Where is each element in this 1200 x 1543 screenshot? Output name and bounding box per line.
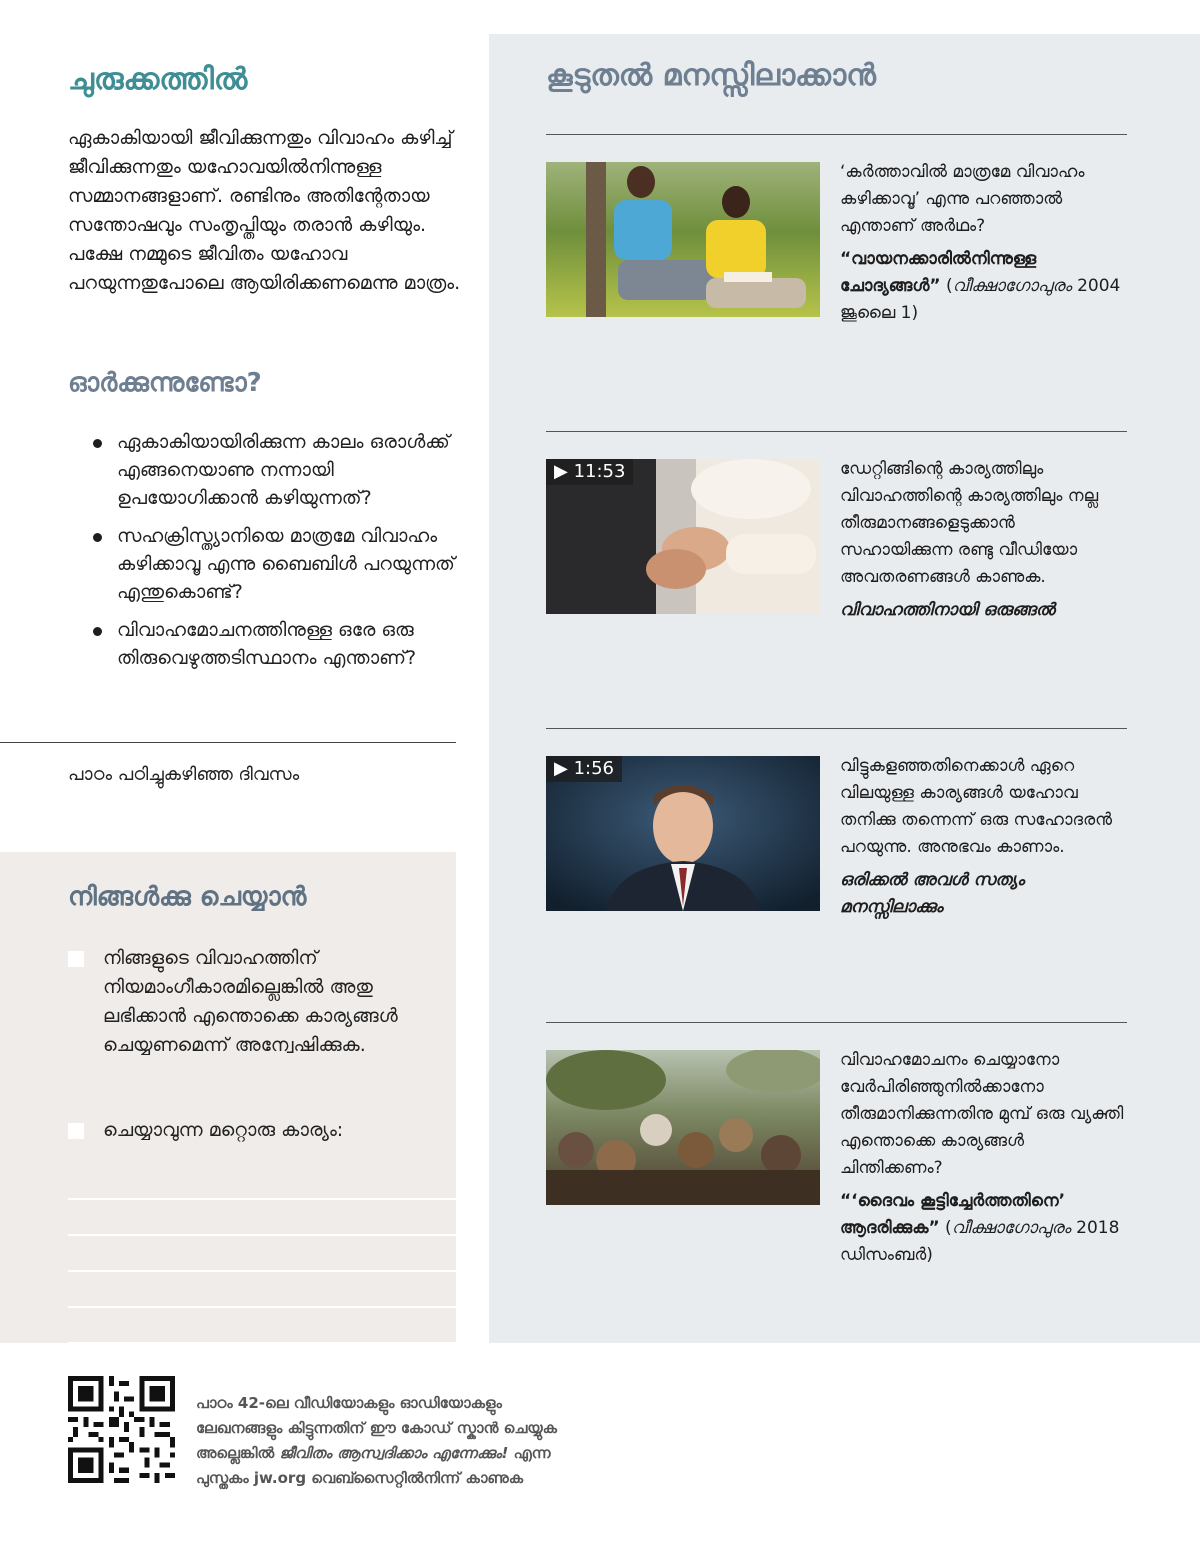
holding-hands-video[interactable] [546,459,820,614]
remember-title: ഓർക്കുന്നുണ്ടോ? [68,368,262,398]
couple-reading-image[interactable] [546,162,820,317]
entry-text [840,753,1130,921]
todo-item-label: നിങ്ങളുടെ വിവാഹത്തിന് നിയമാംഗീകാരമില്ലെങ്കിൽ അതു ലഭിക്കാൻ എന്തൊക്കെ കാര്യങ്ങൾ ചെയ്യണമെന്ന് അന്വേഷിക്കുക. [103,947,398,1056]
brother-portrait-video[interactable] [546,756,820,911]
play-icon: ▶ [554,758,574,779]
jesus-teaching-crowd-image[interactable] [546,1050,820,1205]
ref-title[interactable]: “വായനക്കാരിൽനിന്നുള്ള ചോദ്യങ്ങൾ” [840,249,1037,296]
remember-item: ഏകാകിയായിരിക്കുന്ന കാലം ഒരാൾക്ക് എങ്ങനെയാണു നന്നായി ഉപയോഗിക്കാൻ കഴിയുന്നത്? [93,428,463,512]
remember-item: സഹക്രിസ്ത്യാനിയെ മാത്രമേ വിവാഹം കഴിക്കാവൂ എന്നു ബൈബിൾ പറയുന്നത് എന്തുകൊണ്ട്? [93,522,463,606]
footer [0,1343,1200,1543]
todo-item [68,944,428,1060]
remember-list [93,428,463,682]
right-panel [489,34,1200,1343]
remember-item: വിവാഹമോചനത്തിനുള്ള ഒരേ ഒരു തിരുവെഴുത്തടിസ്ഥാനം എന്താണ്? [93,616,463,672]
resource-entry [546,1022,1127,1265]
resource-entry [546,728,1127,917]
date-label: പാഠം പഠിച്ചുകഴിഞ്ഞ ദിവസം [68,764,300,785]
footer-text: പാഠം 42-ലെ വീഡിയോകളും ഓഡിയോകളും ലേഖനങ്ങളും കിട്ടുന്നതിന് ഈ കോഡ് സ്കാൻ ചെയ്യുക അല്ലെങ്കിൽ ജീവിതം ആസ്വദിക്കാം എന്നേക്കും! എന്ന പുസ്തകം jw.org വെബ്സൈറ്റിൽനിന്ന് കാണുക [196,1394,557,1487]
qr-code[interactable] [68,1376,175,1483]
play-icon: ▶ [554,461,574,482]
divider [0,742,456,743]
entry-reference[interactable]: “‘ദൈവം കൂട്ടിച്ചേർത്തതിനെ’ ആദരിക്കുക” (വീക്ഷാഗോപുരം 2018 ഡിസംബർ) [840,1191,1120,1265]
entry-reference[interactable]: “വായനക്കാരിൽനിന്നുള്ള ചോദ്യങ്ങൾ” (വീക്ഷാഗോപുരം 2004 ജൂലൈ 1) [840,249,1121,323]
entry-text [840,456,1130,624]
todo-item-label: ചെയ്യാവുന്ന മറ്റൊരു കാര്യം: [103,1119,344,1141]
write-in-lines[interactable] [68,1164,456,1344]
video-duration-badge: ▶ 11:53 [546,459,633,485]
summary-title: ചുരുക്കത്തിൽ [68,62,248,97]
book-title: ജീവിതം ആസ്വദിക്കാം എന്നേക്കും! [279,1444,509,1462]
video-duration-badge: ▶ 1:56 [546,756,622,782]
resource-entry [546,431,1127,620]
entry-reference[interactable]: വിവാഹത്തിനായി ഒരുങ്ങൽ [840,600,1055,620]
entry-description: വിവാഹമോചനം ചെയ്യാനോ വേർപിരിഞ്ഞുനിൽക്കാനോ തീരുമാനിക്കുന്നതിനു മുമ്പ് ഒരു വ്യക്തി എന്തൊക്കെ കാര്യങ്ങൾ ചിന്തിക്കണം? [840,1050,1124,1178]
todo-box [0,852,456,1343]
ref-publication: വീക്ഷാഗോപുരം [951,1218,1071,1238]
ref-publication: വീക്ഷാഗോപുരം [952,276,1072,296]
todo-item [68,1116,428,1145]
resource-entry [546,134,1127,323]
more-title: കൂടുതൽ മനസ്സിലാക്കാൻ [546,58,876,93]
entry-reference[interactable]: ഒരിക്കൽ അവൾ സത്യം മനസ്സിലാക്കും [840,870,1025,917]
checkbox-icon[interactable] [68,1123,84,1139]
ref-title[interactable]: “‘ദൈവം കൂട്ടിച്ചേർത്തതിനെ’ ആദരിക്കുക” [840,1191,1066,1238]
entry-description: വിട്ടുകളഞ്ഞതിനെക്കാൾ ഏറെ വിലയുള്ള കാര്യങ്ങൾ യഹോവ തനിക്കു തന്നെന്ന് ഒരു സഹോദരൻ പറയുന്നു. അനുഭവം കാണാം. [840,756,1113,857]
checkbox-icon[interactable] [68,951,84,967]
entry-text [840,1047,1130,1269]
entry-text [840,159,1130,327]
summary-text: ഏകാകിയായി ജീവിക്കുന്നതും വിവാഹം കഴിച്ച് ജീവിക്കുന്നതും യഹോവയിൽനിന്നുള്ള സമ്മാനങ്ങളാണ്. രണ്ടിനും അതിന്റേതായ സന്തോഷവും സംതൃപ്തിയും തരാൻ കഴിയും. പക്ഷേ നമ്മുടെ ജീവിതം യഹോവ പറയുന്നതുപോലെ ആയിരിക്കണമെന്നു മാത്രം. [68,127,461,294]
entry-description: ഡേറ്റിങ്ങിന്റെ കാര്യത്തിലും വിവാഹത്തിന്റെ കാര്യത്തിലും നല്ല തീരുമാനങ്ങളെടുക്കാൻ സഹായിക്കുന്ന രണ്ടു വീഡിയോ അവതരണങ്ങൾ കാണുക. [840,459,1099,587]
entry-description: ‘കർത്താവിൽ മാത്രമേ വിവാഹം കഴിക്കാവൂ’ എന്നു പറഞ്ഞാൽ എന്താണ് അർഥം? [840,162,1085,236]
todo-title: നിങ്ങൾക്കു ചെയ്യാൻ [68,882,307,912]
